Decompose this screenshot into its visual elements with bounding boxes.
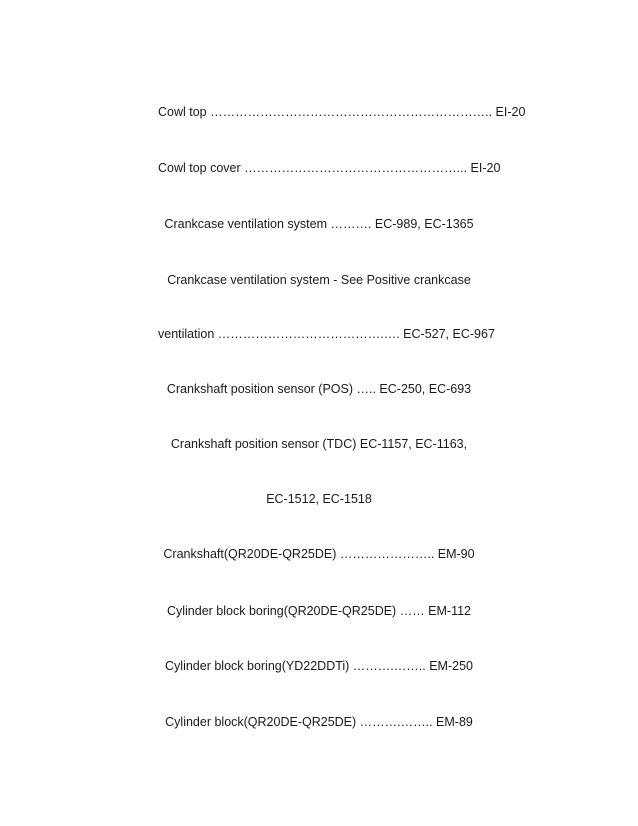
index-entry-crankshaft: Crankshaft(QR20DE-QR25DE) ………………….. EM-90 — [163, 547, 475, 561]
index-entry-crankshaft-sensor-tdc: Crankshaft position sensor (TDC) EC-1157, EC-1163, — [170, 437, 468, 451]
index-entry-crankcase-see-also: Crankcase ventilation system - See Positive crankcase — [167, 273, 471, 287]
index-entry-cylinder-block-boring-yd: Cylinder block boring(YD22DDTi) ……….…….. EM-250 — [165, 659, 473, 673]
index-entry-crankcase-ventilation: Crankcase ventilation system ………. EC-989, EC-1365 — [164, 217, 474, 231]
index-entry-cylinder-block: Cylinder block(QR20DE-QR25DE) ……….…….. EM-89 — [165, 715, 473, 729]
index-entry-cowl-top: Cowl top ………………………………………………………….. EI-20 — [158, 105, 526, 119]
index-entry-ventilation-continued: ventilation ………………………………….…. EC-527, EC-967 — [158, 327, 495, 341]
index-entry-crankshaft-sensor-pos: Crankshaft position sensor (POS) ….. EC-250, EC-693 — [166, 382, 472, 396]
index-entry-cowl-top-cover: Cowl top cover ……………………………………………... EI-20 — [158, 161, 501, 175]
index-entry-tdc-continued: EC-1512, EC-1518 — [266, 492, 372, 506]
index-entry-cylinder-block-boring-qr: Cylinder block boring(QR20DE-QR25DE) …… EM-112 — [166, 604, 472, 618]
